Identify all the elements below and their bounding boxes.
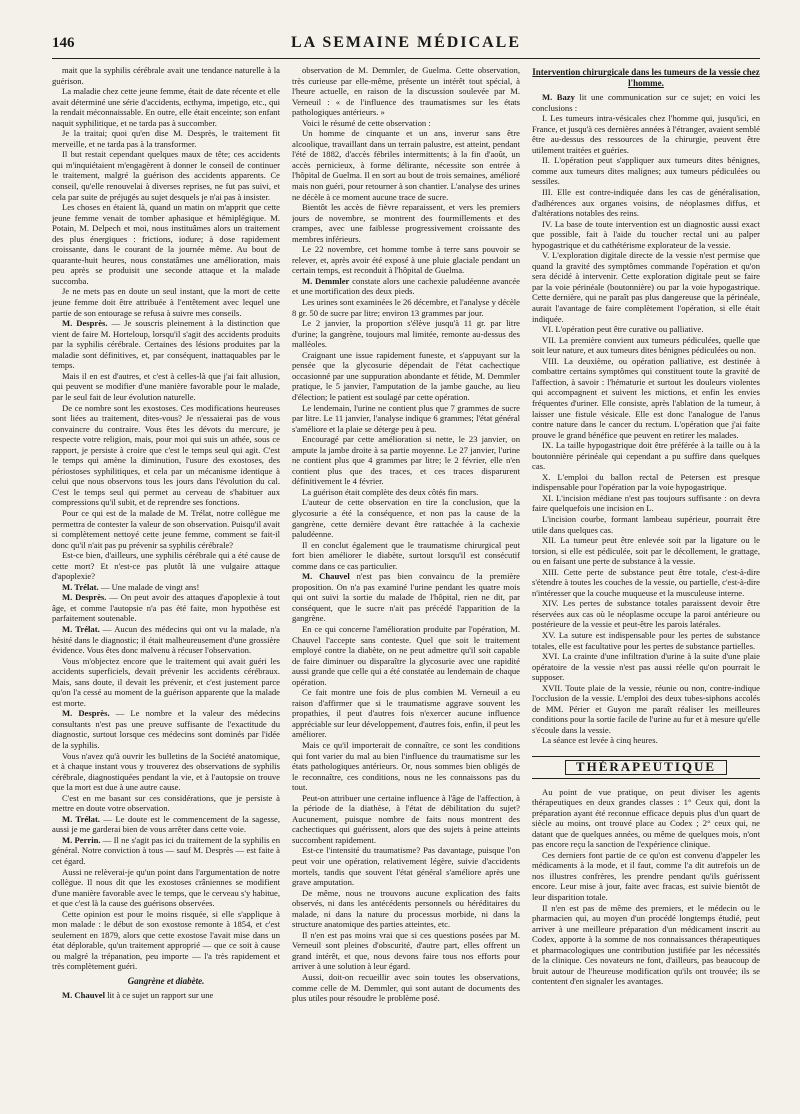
- speaker-name: M. Trélat.: [62, 813, 100, 824]
- paragraph: VI. L'opération peut être curative ou palliative.: [542, 324, 704, 335]
- paragraph: Mais ce qu'il importerait de connaître, ce sont les conditions qui font varier du mal au bien l'influence du traumatisme sur les états pathologiques antérieurs. Or, nous sommes bien obligés de le reconnaître, ces conditions, nous ne les connaissons pas du tout.: [292, 740, 520, 793]
- paragraph: Un homme de cinquante et un ans, inverur sans être alcoolique, travaillant dans un terrain palustre, est atteint, pendant l'été de 1882, d'accès fébriles intermittents; à la fin d'août, un accès pernicieux, à forme délirante, nécessite son entrée à l'hôpital de Guelma. Il en sort au bout de trois semaines, amélioré mais non guéri, pour retourner à son chantier. L'analyse des urines ne décèle à ce moment aucune trace de sucre.: [292, 128, 520, 202]
- paragraph: L'incision courbe, formant lambeau supérieur, pourrait être utile dans quelques cas.: [532, 513, 760, 535]
- speaker-name: M. Trélat.: [62, 581, 99, 592]
- paragraph: L'auteur de cette observation en tire la conclusion, que la glycosurie a été la conséquence, et non pas la cause de la gangrène, cette dernière devant être rattachée à la cachexie paludéenne.: [292, 497, 520, 540]
- paragraph: Craignant une issue rapidement funeste, et s'appuyant sur la pensée que la glycosurie dépendait de l'état cachectique occasionné par une suppuration abondante et fétide, M. Demmler pratique, le 5 janvier, l'amputation de la jambe gauche, au lieu d'élection; le patient est soulagé par cette opération.: [292, 349, 520, 402]
- paragraph: XV. La suture est indispensable pour les pertes de substance totales, elle est facultative pour les pertes de substance partielles.: [532, 629, 760, 651]
- paragraph: Le lendemain, l'urine ne contient plus que 7 grammes de sucre par litre. Le 11 janvier, l'analyse indique 6 grammes; l'état général s'améliore et la plaie se déterge peu à peu.: [292, 402, 520, 434]
- paragraph: Peut-on attribuer une certaine influence à l'âge de l'affection, à la période de la diathèse, à l'état de débilitation du sujet? Aucunement, puisque nombre de faits nous montrent des cachectiques qui guérissent, alors que des sujets à peine atteints succombent rapidement.: [292, 792, 520, 845]
- section-heading: Intervention chirurgicale dans les tumeurs de la vessie chez l'homme.: [532, 67, 760, 88]
- paragraph: M. Chauvel n'est pas bien convaincu de la première proposition. On n'a pas examiné l'urine pendant les quatre mois qui ont suivi la sortie du malade de l'hôpital, rien ne dit, par conséquent, que le sucre n'ait pas précédé l'apparition de la gangrène.: [292, 571, 520, 624]
- paragraph: M. Demmler constate alors une cachexie paludéenne avancée et une mortification des deux pieds.: [292, 275, 520, 297]
- paragraph: XIII. Cette perte de substance peut être totale, c'est-à-dire s'étendre à toutes les couches de la vessie, ou partielle, c'est-à-dire n'intéresser que la couche muqueuse et la musculeuse interne.: [532, 566, 760, 598]
- text-columns: [52, 65, 760, 1095]
- paragraph: M. Trélat. — Le doute est le commencement de la sagesse, aussi je me garderai bien de vous arrêter dans cette voie.: [52, 813, 280, 835]
- paragraph: VII. La première convient aux tumeurs pédiculées, quelle que soit leur nature, et aux tumeurs dites bénignes pédiculées ou non.: [532, 334, 760, 356]
- paragraph: M. Trélat. — Aucun des médecins qui ont vu la malade, n'a hésité dans le diagnostic; il était malheureusement d'une grossière évidence. Vous êtes donc malvenu à récuser l'observation.: [52, 623, 280, 656]
- column-1: [52, 65, 280, 1095]
- page-number: 146: [52, 35, 75, 51]
- paragraph: Les choses en étaient là, quand un matin on m'apprit que cette jeune femme venait de tomber aphasique et hémiplégique. M. Potain, M. Delpech et moi, nous instituâmes alors un traitement des plus énergiques : frictions, iodure; à dose rapidement croissante, dans le courant de la journée même. Au bout de quarante-huit heures, nous constatâmes une amélioration, mais peu après se produisit une seconde attaque et la malade succomba.: [52, 202, 280, 286]
- paragraph: II. L'opération peut s'appliquer aux tumeurs dites bénignes, comme aux tumeurs dites malignes; aux tumeurs pédiculées ou sessiles.: [532, 155, 760, 187]
- paragraph: Vous m'objectez encore que le traitement qui avait guéri les accidents superficiels, devait prévenir les accidents cérébraux. Mais, sans doute, il devait les prévenir, et c'est justement parce qu'on l'a cessé au moment de la guérison apparente que la malade est morte.: [52, 655, 280, 708]
- paragraph: M. Desprès. — On peut avoir des attaques d'apoplexie à tout âge, et comme l'autopsie n'a pas été faite, mon hypothèse est parfaitement soutenable.: [52, 592, 280, 624]
- paragraph: Cette opinion est pour le moins risquée, si elle s'applique à mon malade : le début de son exostose remonte à 1854, et c'est seulement en 1879, alors que cette exostose l'avait mise dans un état déplorable, qu'un traitement approprié — que ce soit à cause ou malgré la trépanation, peu importe — l'a très rapidement et très complètement guéri.: [52, 908, 280, 972]
- speaker-name: M. Chauvel: [302, 571, 350, 582]
- paragraph: I. Les tumeurs intra-vésicales chez l'homme qui, jusqu'ici, en France, et jusqu'à ces dernières années à l'étranger, avaient semblé être au-dessus des ressources de la chirurgie, peuvent être utilement traitées et guéries.: [532, 113, 760, 155]
- paragraph: Il n'en est pas moins vrai que si ces questions posées par M. Verneuil sont pleines d'obscurité, d'autre part, elles offrent un grand intérêt, et que, nous devons faire tous nos efforts pour arriver à une solution à leur égard.: [292, 929, 520, 972]
- paragraph: La guérison était complète des deux côtés fin mars.: [302, 486, 479, 497]
- paragraph: V. L'exploration digitale directe de la vessie n'est permise que quand la gravité des symptômes commande l'opération et qu'on sera décidé à intervenir. Cette exploration digitale peut se faire par la voie périnéale (boutonnière) ou par la voie hypogastrique. Cette dernière, qui ne paraît pas plus dangereuse que la périnéale, aurait l'avantage de faire complètement l'opération, si elle était indiquée.: [532, 250, 760, 324]
- paragraph: Ce fait montre une fois de plus combien M. Verneuil a eu raison d'affirmer que si le traumatisme aggrave souvent les propathies, il peut d'autres fois n'exercer aucune influence appréciable sur leur développement, d'autres fois, enfin, il peut les améliorer.: [292, 687, 520, 740]
- paragraph: De même, nous ne trouvons aucune explication des faits observés, ni dans les antécédents personnels ou héréditaires du malade, ni dans la nature du processus morbide, ni dans la structure anatomique des parties atteintes, etc.: [292, 887, 520, 930]
- paragraph: XI. L'incision médiane n'est pas toujours suffisante : on devra faire quelquefois une incision en L.: [532, 492, 760, 514]
- paragraph: Encouragé par cette amélioration si nette, le 23 janvier, on ampute la jambe droite à sa partie moyenne. Le 27 janvier, l'urine ne contient plus que 4 grammes par litre; le 2 février, elle n'en contient plus que des traces, et ces traces disparurent définitivement le 4 février.: [292, 434, 520, 487]
- paragraph: Est-ce l'intensité du traumatisme? Pas davantage, puisque l'on peut voir une opération, relativement légère, suivie d'accidents mortels, tandis que souvent l'état général s'améliore après une grave amputation.: [292, 845, 520, 888]
- paragraph: Pour ce qui est de la malade de M. Trélat, notre collègue me permettra de contester la valeur de son observation. Puisqu'il avait si complètement nettoyé cette jeune femme, comment se fait-il donc qu'il n'ait pas pu prévenir sa syphilis cérébrale?: [52, 507, 280, 550]
- paragraph: La maladie chez cette jeune femme, était de date récente et elle avait déterminé une série d'accidents, ecthyma, impetigo, etc., qui la rendait méconnaissable. En outre, elle était enceinte; son enfant naquit syphilitique, et ne tarda pas à succomber.: [52, 86, 280, 128]
- speaker-name: M. Desprès.: [62, 708, 110, 719]
- paragraph: VIII. La deuxième, ou opération palliative, est destinée à combattre certains symptômes qui constituent toute la gravité de l'affection, à savoir : l'hématurie et surtout les douleurs violentes qui accompagnent et suivent les mictions, et enfin les envies fréquentes d'uriner. Elle consiste, après l'ablation de la tumeur, à laisser une fistule vésicale. Elle est donc l'analogue de l'anus contre nature dans le cancer du rectum. L'opération que j'ai faite prouve le grand bénéfice que peuvent en retirer les malades.: [532, 355, 760, 440]
- paragraph: Bientôt les accès de fièvre reparaissent, et vers les premiers jours de novembre, se montrent des fourmillements et des crampes, avec une faiblesse progressivement croissante des membres inférieurs.: [292, 202, 520, 244]
- paragraph: XVI. La crainte d'une infiltration d'urine à la suite d'une plaie opératoire de la vessie n'est pas aussi réelle qu'on pourrait le supposer.: [532, 651, 760, 683]
- paragraph: XVII. Toute plaie de la vessie, réunie ou non, contre-indique l'occlusion de la vessie. L'emploi des deux tubes-siphons accolés de MM. Périer et Guyon me paraît réaliser les meilleures conditions pour la sortie facile de l'urine au fur et à mesure qu'elle s'écoule dans la vessie.: [532, 682, 760, 735]
- paragraph: Au point de vue pratique, on peut diviser les agents thérapeutiques en deux grandes classes : 1° Ceux qui, dont la préparation ayant été reconnue efficace depuis plus d'un quart de siècle au moins, ont trouvé place au Codex ; 2° ceux qui, ne datant que de quelques années, ou même de quelques mois, n'ont pas encore reçu la sanction de l'expérience clinique.: [532, 786, 760, 850]
- paragraph: Est-ce bien, d'ailleurs, une syphilis cérébrale qui a été cause de cette mort? Et n'est-ce pas plutôt là une vulgaire attaque d'apoplexie?: [52, 550, 280, 582]
- paragraph: Le 22 novembre, cet homme tombe à terre sans pouvoir se relever, et, après avoir été exposé à une pluie glaciale pendant un certain temps, est reconduit à l'hôpital de Guelma.: [292, 244, 520, 276]
- paragraph: III. Elle est contre-indiquée dans les cas de généralisation, d'adhérences aux organes voisins, de néoplasmes diffus, et d'altérations notables des reins.: [532, 187, 760, 219]
- paragraph: X. L'emploi du ballon rectal de Petersen est presque indispensable pour l'opération par la voie hypogastrique.: [532, 471, 760, 493]
- paragraph: observation de M. Demmler, de Guelma. Cette observation, très curieuse par elle-même, présente un intérêt tout spécial, à l'heure actuelle, en raison de la discussion soulevée par M. Verneuil : « de l'influence des traumatismes sur les états pathologiques antérieurs. »: [292, 65, 520, 118]
- paragraph: Il en conclut également que le traumatisme chirurgical peut fort bien améliorer le diabète, surtout lorsqu'il est consécutif comme dans ce cas particulier.: [292, 539, 520, 571]
- speaker-name: M. Chauvel: [62, 989, 105, 1000]
- speaker-name: M. Perrin.: [62, 834, 101, 845]
- therapeutique-title: THÉRAPEUTIQUE: [565, 760, 727, 775]
- paragraph: M. Desprès. — Je souscris pleinement à la distinction que vient de faire M. Horteloup, lorsqu'il s'agit des accidents produits par la syphilis cérébrale. Certaines des lésions produites par la maladie sont définitives, et, par conséquent, inattaquables par le temps.: [52, 318, 280, 371]
- paragraph: Aussi, doit-on recueillir avec soin toutes les observations, comme celle de M. Demmler, qui sont autant de documents des plus utiles pour résoudre le problème posé.: [292, 972, 520, 1004]
- speaker-name: M. Bazy: [542, 92, 575, 103]
- paragraph: M. Chauvel lit à ce sujet un rapport sur une: [62, 989, 214, 1000]
- paragraph: Aussi ne relèverai-je qu'un point dans l'argumentation de notre collègue. Il nous dit que les exostoses crâniennes se modifient d'une manière favorable avec le temps, que le cerveau s'y habitue, et que c'est là la cause des guérisons observées.: [52, 866, 280, 909]
- paragraph: Il but restait cependant quelques maux de tête; ces accidents qui m'inquiétaient m'engagèrent à donner le conseil de continuer le traitement, malgré la guérison des accidents apparents. Ce conseil, qu'elle renouvelai à diverses reprises, ne fut pas suivi, et cela par suite de préjugés au sujet desquels je n'ai pas à insister.: [52, 149, 280, 202]
- paragraph: mait que la syphilis cérébrale avait une tendance naturelle à la guérison.: [52, 65, 280, 86]
- paragraph: IX. La taille hypogastrique doit être préférée à la taille ou à la boutonnière périnéale qui cependant a pu suffire dans quelques cas.: [532, 440, 760, 472]
- paragraph: XIV. Les pertes de substance totales paraissent devoir être réservées aux cas où le néoplasme occupe la paroi antérieure ou postérieure de la vessie et peut-être les parois latérales.: [532, 598, 760, 630]
- publication-title: LA SEMAINE MÉDICALE: [290, 34, 522, 51]
- paragraph: IV. La base de toute intervention est un diagnostic aussi exact que possible, fait à l'aide du toucher rectal uni au palper hypogastrique et du cathétérisme explorateur de la vessie.: [532, 218, 760, 250]
- paragraph: En ce qui concerne l'amélioration produite par l'opération, M. Chauvel l'accepte sans conteste. Quel que soit le traitement employé contre la diabète, on ne peut admettre qu'il soit capable de faire diminuer ou disparaître la glycosurie avec une rapidité aussi grande que celle qui a été constatée au lendemain de chaque opération.: [292, 623, 520, 687]
- paragraph: Je ne mets pas en doute un seul instant, que la mort de cette jeune femme doit être attribuée à l'entêtement avec lequel une partie de son entourage se refusa à suivre mes conseils.: [52, 286, 280, 318]
- paragraph: M. Bazy lit une communication sur ce sujet; en voici les conclusions :: [532, 92, 760, 113]
- column-3: [532, 65, 760, 1095]
- section-banner: [532, 756, 760, 779]
- paragraph: La séance est levée à cinq heures.: [542, 735, 658, 746]
- paragraph: Il n'en est pas de même des premiers, et le médecin ou le pharmacien qui, au moyen d'un procédé longtemps étudié, peut arriver à une meilleure préparation d'un médicament inscrit au Codex, apporte à la somme de nos connaissances thérapeutiques et pharmacologiques une contribution justifiée par les nécessités de la clinique. Ces novateurs ne font, d'ailleurs, pas beaucoup de bruit autour de l'heureuse modification qu'ils ont trouvée; ils se contentent d'en signaler les avantages.: [532, 902, 760, 987]
- page-header: [52, 34, 760, 59]
- paragraph: De ce nombre sont les exostoses. Ces modifications heureuses sont liées au traitement, dites-vous? Je n'essaierai pas de vous convaincre du contraire. Vous êtes les dévots du mercure, je respecte votre religion, mais, pour moi qui suis un athée, sous ce rapport, je persiste à croire que c'est le temps seul qui agit. C'est le temps qui amène la diminution, l'usure des exostoses, des périostoses syphilitiques, et cela par un mécanisme identique à celui que nous observons tous les jours dans l'évolution du cal. C'est le temps seul qui permet au cerveau de s'habituer aux compressions qu'il subit, et de reprendre ses fonctions.: [52, 402, 280, 508]
- paragraph: Voici le résumé de cette observation :: [302, 117, 431, 128]
- paragraph: XII. La tumeur peut être enlevée soit par la ligature ou le torsion, si elle est pédiculée, soit par le décollement, le grattage, ou en faisant une perte de substance à la vessie.: [532, 535, 760, 567]
- paragraph: Les urines sont examinées le 26 décembre, et l'analyse y décèle 8 gr. 50 de sucre par litre; environ 13 grammes par jour.: [292, 297, 520, 318]
- column-2: [292, 65, 520, 1095]
- speaker-name: M. Demmler: [302, 275, 350, 286]
- paragraph: C'est en me basant sur ces considérations, que je persiste à mettre en doute votre observation.: [52, 792, 280, 814]
- section-heading: Gangrène et diabète.: [127, 976, 205, 987]
- speaker-name: M. Desprès.: [62, 592, 107, 603]
- paragraph: Je la traitai; quoi qu'en dise M. Desprès, le traitement fit merveille, et ne tarda pas à la transformer.: [52, 128, 280, 149]
- paragraph: M. Perrin. — Il ne s'agit pas ici du traitement de la syphilis en général. Notre conviction à tous — sauf M. Desprès — est faite à cet égard.: [52, 834, 280, 867]
- paragraph: Le 2 janvier, la proportion s'élève jusqu'à 11 gr. par litre d'urine; la gangrène, toujours mal limitée, remonte au-dessus des malléoles.: [292, 318, 520, 350]
- paragraph: M. Trélat. — Une malade de vingt ans!: [62, 581, 200, 592]
- speaker-name: M. Trélat.: [62, 623, 100, 634]
- paragraph: M. Desprès. — Le nombre et la valeur des médecins consultants n'est pas une preuve suffisante de l'exactitude du diagnostic, surtout lorsque ces médecins sont dominés par l'idée de la syphilis.: [52, 708, 280, 750]
- paragraph: Ces derniers font partie de ce qu'on est convenu d'appeler les médicaments à la mode, et il faut, comme l'a dit autrefois un de nos illustres confrères, les prendre pendant qu'ils guérissent encore. Leur mise à jour, faite avec fracas, est suivie bientôt de leur disparition totale.: [532, 849, 760, 903]
- speaker-name: M. Desprès.: [62, 318, 108, 329]
- paragraph: Vous n'avez qu'à ouvrir les bulletins de la Société anatomique, et à chaque instant vous y trouverez des observations de syphilis cérébrale, diagnostiquées pendant la vie, et à l'autopsie on trouve que la mort est due à une autre cause.: [52, 750, 280, 793]
- paragraph: Mais il en est d'autres, et c'est à celles-là que j'ai fait allusion, qui peuvent se modifier d'une manière favorable pour le malade, par le seul fait de leur évolution naturelle.: [52, 370, 280, 402]
